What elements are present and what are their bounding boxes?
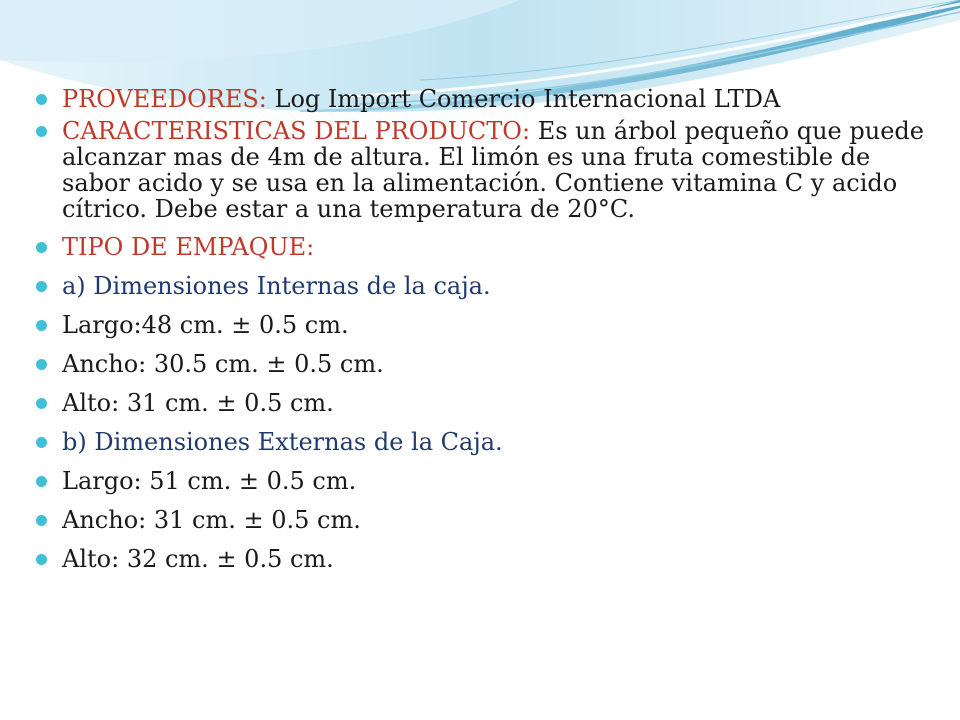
- bullet-largo-externo: [36, 468, 936, 494]
- bullet-dot-icon: [36, 515, 47, 526]
- bullet-dot-icon: [36, 320, 47, 331]
- bullet-dimensiones-internas: [36, 273, 936, 299]
- bullet-ancho-externo: [36, 507, 936, 533]
- bullet-label: CARACTERISTICAS DEL PRODUCTO:: [62, 117, 531, 145]
- bullet-dimensiones-externas: [36, 429, 936, 455]
- bullet-dot-icon: [36, 476, 47, 487]
- bullet-tipo-empaque: [36, 234, 936, 260]
- bullet-alto-externo: [36, 546, 936, 572]
- bullet-dot-icon: [36, 437, 47, 448]
- bullet-text: Ancho: 31 cm. ± 0.5 cm.: [62, 506, 361, 534]
- bullet-dot-icon: [36, 281, 47, 292]
- bullet-label: TIPO DE EMPAQUE:: [62, 233, 315, 261]
- bullet-dot-icon: [36, 94, 47, 105]
- bullet-dot-icon: [36, 242, 47, 253]
- bullet-ancho-interno: [36, 351, 936, 377]
- bullet-text: Alto: 31 cm. ± 0.5 cm.: [62, 389, 334, 417]
- bullet-dot-icon: [36, 359, 47, 370]
- bullet-dot-icon: [36, 554, 47, 565]
- bullet-caracteristicas: [36, 118, 936, 222]
- bullet-text: Alto: 32 cm. ± 0.5 cm.: [62, 545, 334, 573]
- bullet-text: Largo:48 cm. ± 0.5 cm.: [62, 311, 349, 339]
- bullet-largo-interno: [36, 312, 936, 338]
- bullet-text: Es un árbol pequeño que puede alcanzar mas de 4m de altura. El limón es una fruta comestible de sabor acido y se usa en la alimentación. Contiene vitamina C y acido cítrico. Debe estar a una temperatura de 20°C.: [62, 117, 924, 223]
- bullet-dot-icon: [36, 126, 47, 137]
- bullet-alto-interno: [36, 390, 936, 416]
- bullet-proveedores: [36, 86, 936, 112]
- bullet-dot-icon: [36, 398, 47, 409]
- bullet-list: [36, 86, 936, 572]
- bullet-text: Ancho: 30.5 cm. ± 0.5 cm.: [62, 350, 384, 378]
- bullet-text: Largo: 51 cm. ± 0.5 cm.: [62, 467, 357, 495]
- bullet-text: a) Dimensiones Internas de la caja.: [62, 272, 491, 300]
- bullet-text: b) Dimensiones Externas de la Caja.: [62, 428, 503, 456]
- bullet-label: PROVEEDORES:: [62, 85, 267, 113]
- bullet-text: Log Import Comercio Internacional LTDA: [266, 85, 781, 113]
